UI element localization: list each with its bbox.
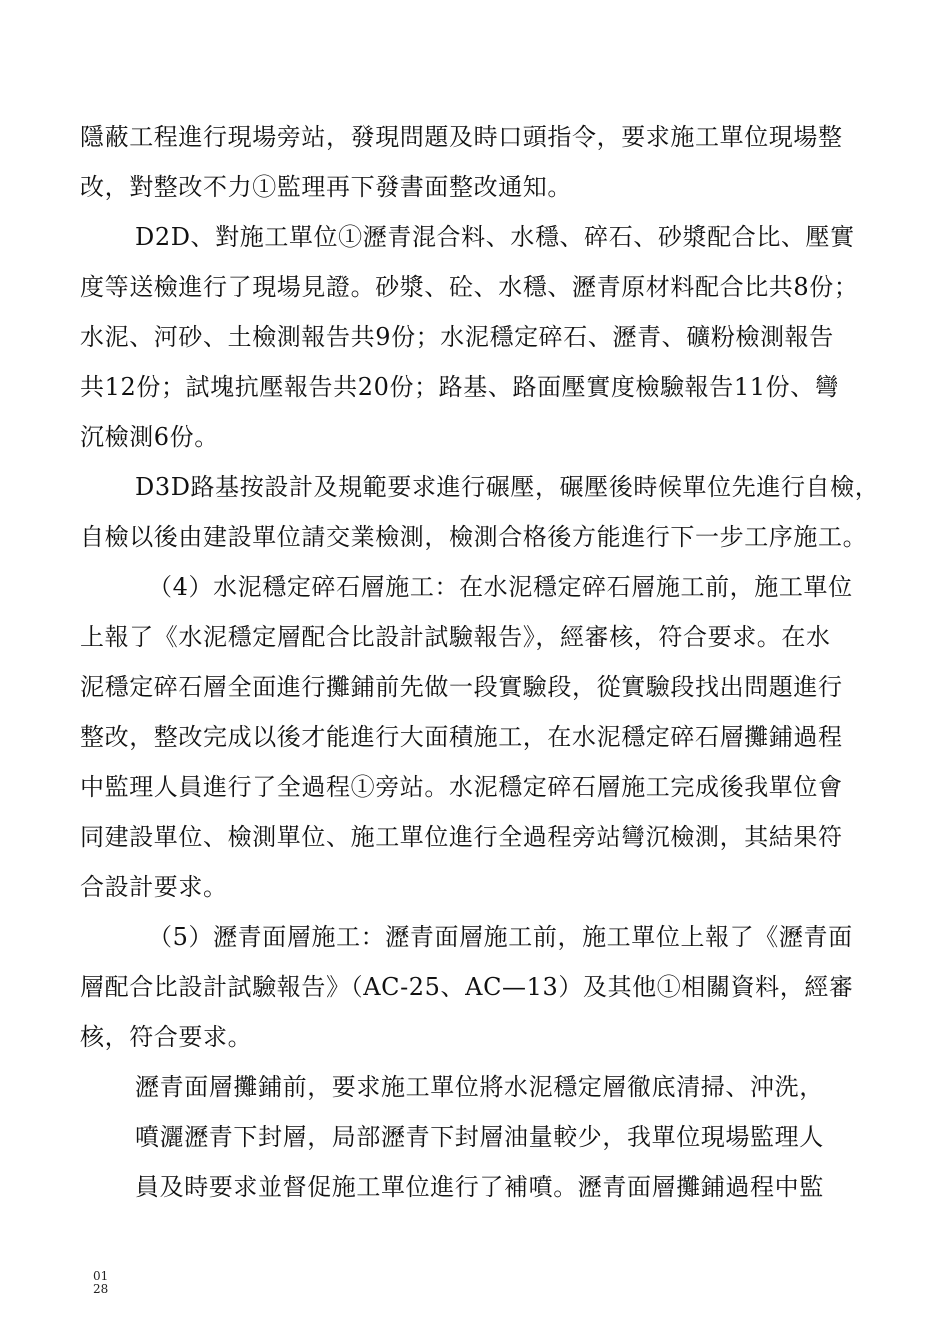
text-line: 整改，整改完成以後才能進行大面積施工，在水泥穩定碎石層攤鋪過程	[80, 723, 843, 751]
text-line: （4）水泥穩定碎石層施工：在水泥穩定碎石層施工前，施工單位	[148, 573, 853, 601]
text-line: 核，符合要求。	[80, 1023, 253, 1051]
text-line: 沉檢測6份。	[80, 423, 219, 451]
text-line: 員及時要求並督促施工單位進行了補噴。瀝青面層攤鋪過程中監	[135, 1173, 824, 1201]
text-line: D2D、對施工單位①瀝青混合料、水穩、碎石、砂漿配合比、壓實	[135, 223, 855, 251]
text-line: 自檢以後由建設單位請交業檢測，檢測合格後方能進行下一步工序施工。	[80, 523, 868, 551]
text-line: 泥穩定碎石層全面進行攤鋪前先做一段實驗段，從實驗段找出問題進行	[80, 673, 843, 701]
page-number-top: 01	[93, 1269, 109, 1283]
text-line: 瀝青面層攤鋪前，要求施工單位將水泥穩定層徹底清掃、沖洗，	[135, 1073, 824, 1101]
text-line: 同建設單位、檢測單位、施工單位進行全過程旁站彎沉檢測，其結果符	[80, 823, 843, 851]
page-number-bottom: 28	[93, 1282, 109, 1296]
text-line: D3D路基按設計及規範要求進行碾壓，碾壓後時候單位先進行自檢，	[135, 473, 880, 501]
text-line: 中監理人員進行了全過程①旁站。水泥穩定碎石層施工完成後我單位會	[80, 773, 843, 801]
text-line: 改，對整改不力①監理再下發書面整改通知。	[80, 173, 572, 201]
text-line: 噴灑瀝青下封層，局部瀝青下封層油量較少，我單位現場監理人	[135, 1123, 824, 1151]
text-line: 合設計要求。	[80, 873, 228, 901]
text-line: 上報了《水泥穩定層配合比設計試驗報告》，經審核，符合要求。在水	[80, 623, 831, 651]
text-line: 度等送檢進行了現場見證。砂漿、砼、水穩、瀝青原材料配合比共8份；	[80, 273, 859, 301]
text-line: 層配合比設計試驗報告》（AC-25、AC—13）及其他①相關資料，經審	[80, 973, 854, 1001]
text-line: 隱蔽工程進行現場旁站，發現問題及時口頭指令，要求施工單位現場整	[80, 123, 843, 151]
text-line: 水泥、河砂、土檢測報告共9份；水泥穩定碎石、瀝青、礦粉檢測報告	[80, 323, 834, 351]
text-line: （5）瀝青面層施工：瀝青面層施工前，施工單位上報了《瀝青面	[148, 923, 853, 951]
text-line: 共12份；試塊抗壓報告共20份；路基、路面壓實度檢驗報告11份、彎	[80, 373, 840, 401]
